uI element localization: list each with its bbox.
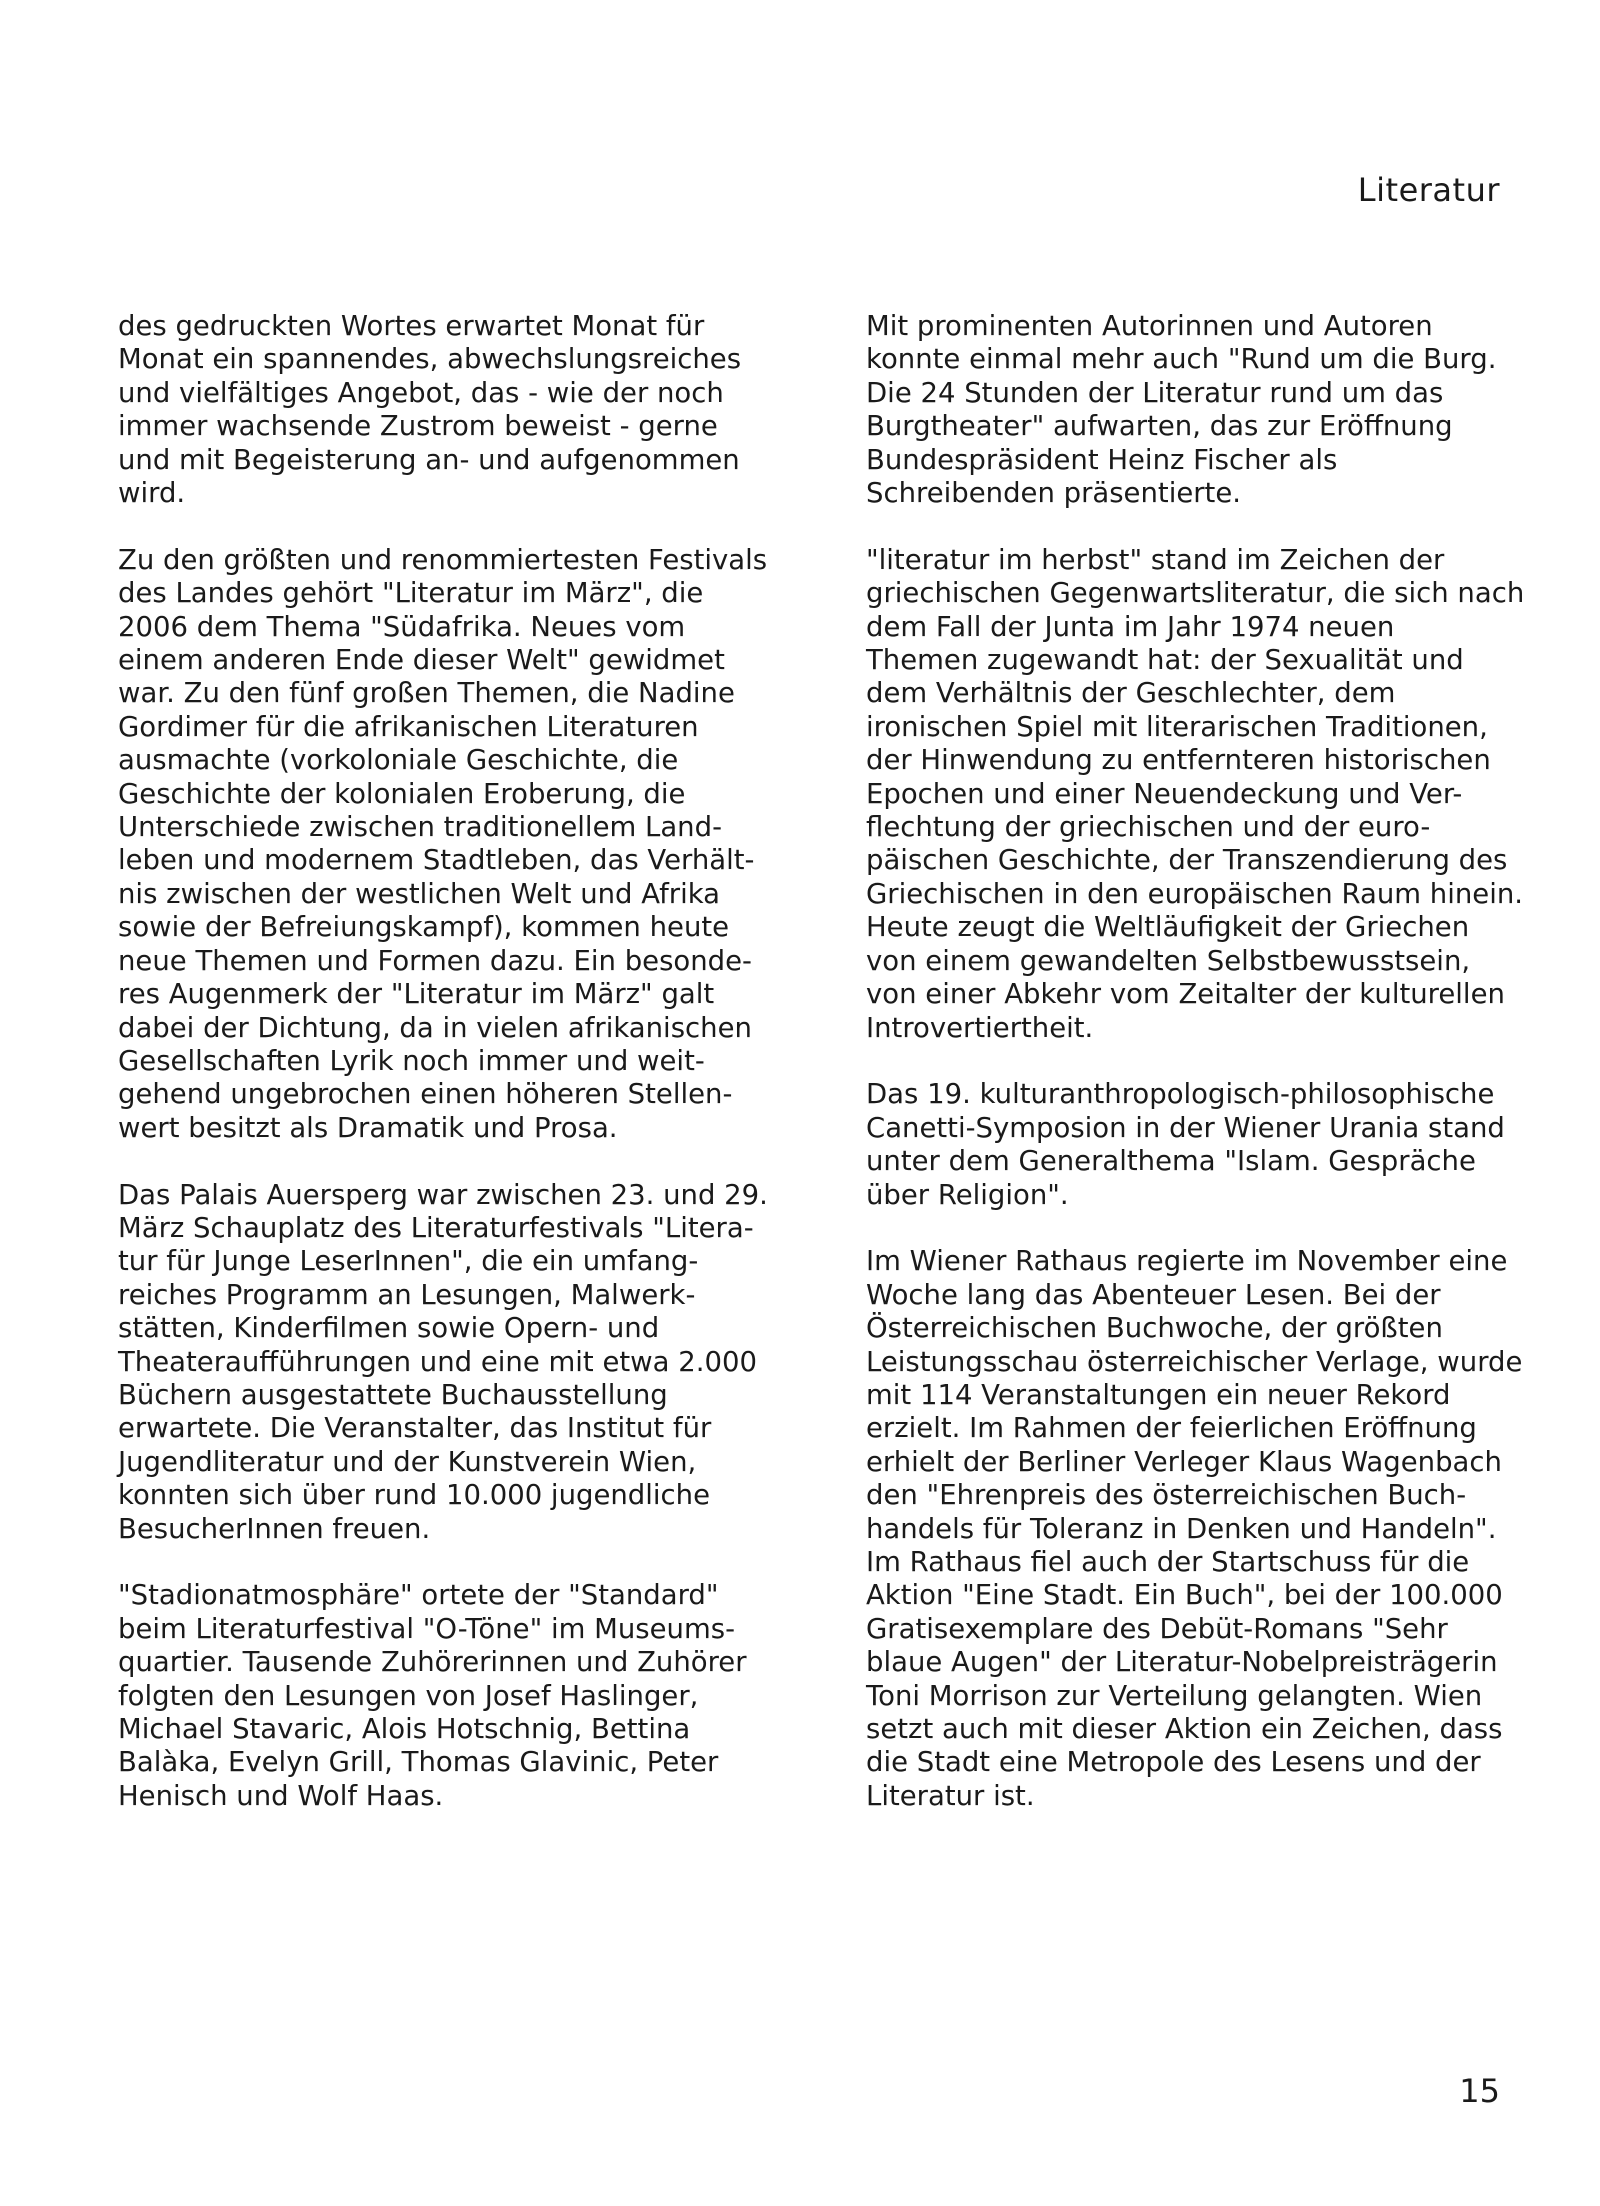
text-line: nis zwischen der westlichen Welt und Afrika — [118, 877, 721, 910]
text-line: konnte einmal mehr auch "Rund um die Burg. — [866, 343, 1497, 376]
text-line: Michael Stavaric, Alois Hotschnig, Bettina — [118, 1713, 691, 1746]
text-line: gehend ungebrochen einen höheren Stellen- — [118, 1078, 733, 1111]
text-line: flechtung der griechischen und der euro- — [866, 811, 1431, 844]
paragraph-spacer — [118, 510, 798, 543]
text-line: päischen Geschichte, der Transzendierung des — [866, 844, 1508, 877]
text-line: beim Literaturfestival "O-Töne" im Museums- — [118, 1612, 736, 1645]
page-number: 15 — [1459, 2072, 1500, 2110]
text-line: Mit prominenten Autorinnen und Autoren — [866, 310, 1433, 342]
text-line: konnten sich über rund 10.000 jugendliche — [118, 1479, 711, 1512]
text-line: Jugendliteratur und der Kunstverein Wien, — [118, 1445, 697, 1478]
text-line: setzt auch mit dieser Aktion ein Zeichen, dass — [866, 1713, 1503, 1746]
text-line: Heute zeugt die Weltläufigkeit der Griechen — [866, 911, 1470, 944]
text-line: Geschichte der kolonialen Eroberung, die — [118, 777, 686, 810]
text-line: dem Fall der Junta im Jahr 1974 neuen — [866, 610, 1395, 643]
text-line: von einem gewandelten Selbstbewusstsein, — [866, 944, 1471, 977]
text-line: Büchern ausgestattete Buchausstellung — [118, 1378, 668, 1411]
text-line: Woche lang das Abenteuer Lesen. Bei der — [866, 1278, 1441, 1311]
paragraph — [118, 1179, 798, 1546]
paragraph-spacer — [866, 510, 1546, 543]
text-line: des gedruckten Wortes erwartet Monat für — [118, 310, 705, 342]
text-line: griechischen Gegenwartsliteratur, die sich nach — [866, 577, 1525, 610]
text-line: den "Ehrenpreis des österreichischen Buch- — [866, 1479, 1467, 1512]
text-line: dabei der Dichtung, da in vielen afrikanischen — [118, 1011, 752, 1044]
paragraph — [118, 544, 798, 1145]
text-line: März Schauplatz des Literaturfestivals "Litera- — [118, 1211, 754, 1244]
text-line: Im Wiener Rathaus regierte im November eine — [866, 1245, 1508, 1278]
text-line: "literatur im herbst" stand im Zeichen der — [866, 543, 1445, 576]
text-line: wert besitzt als Dramatik und Prosa. — [118, 1111, 618, 1144]
paragraph — [118, 1579, 798, 1813]
text-line: und mit Begeisterung an- und aufgenommen — [118, 443, 740, 476]
text-line: Monat ein spannendes, abwechslungsreiches — [118, 343, 742, 376]
text-column-left — [118, 310, 798, 1813]
text-line: erhielt der Berliner Verleger Klaus Wagenbach — [866, 1445, 1502, 1478]
text-line: folgten den Lesungen von Josef Haslinger, — [118, 1679, 699, 1712]
text-line: Toni Morrison zur Verteilung gelangten. Wien — [866, 1679, 1483, 1712]
text-line: Im Rathaus fiel auch der Startschuss für die — [866, 1545, 1470, 1578]
text-line: Das Palais Auersperg war zwischen 23. und 29. — [118, 1178, 768, 1211]
text-line: Die 24 Stunden der Literatur rund um das — [866, 376, 1444, 409]
text-line: Henisch und Wolf Haas. — [118, 1779, 444, 1812]
text-line: einem anderen Ende dieser Welt" gewidmet — [118, 644, 725, 677]
text-line: von einer Abkehr vom Zeitalter der kulturellen — [866, 978, 1505, 1011]
text-line: über Religion". — [866, 1178, 1069, 1211]
paragraph — [866, 1078, 1546, 1212]
text-column-right — [866, 310, 1546, 1813]
text-line: Österreichischen Buchwoche, der größten — [866, 1312, 1443, 1345]
text-line: Canetti-Symposion in der Wiener Urania stand — [866, 1111, 1505, 1144]
text-line: ausmachte (vorkoloniale Geschichte, die — [118, 744, 679, 777]
text-line: und vielfältiges Angebot, das - wie der noch — [118, 376, 724, 409]
text-line: tur für Junge LeserInnen", die ein umfang- — [118, 1245, 699, 1278]
text-line: quartier. Tausende Zuhörerinnen und Zuhörer — [118, 1646, 747, 1679]
text-line: Epochen und einer Neuendeckung und Ver- — [866, 777, 1463, 810]
text-line: Bundespräsident Heinz Fischer als — [866, 443, 1338, 476]
paragraph — [866, 544, 1546, 1045]
text-line: Literatur ist. — [866, 1779, 1035, 1812]
text-line: dem Verhältnis der Geschlechter, dem — [866, 677, 1396, 710]
text-line: handels für Toleranz in Denken und Handeln". — [866, 1512, 1497, 1545]
text-line: reiches Programm an Lesungen, Malwerk- — [118, 1278, 696, 1311]
text-line: des Landes gehört "Literatur im März", die — [118, 577, 704, 610]
text-line: mit 114 Veranstaltungen ein neuer Rekord — [866, 1378, 1451, 1411]
text-line: unter dem Generalthema "Islam. Gespräche — [866, 1145, 1476, 1178]
text-line: Themen zugewandt hat: der Sexualität und — [866, 644, 1464, 677]
text-line: immer wachsende Zustrom beweist - gerne — [118, 410, 718, 443]
text-line: sowie der Befreiungskampf), kommen heute — [118, 911, 730, 944]
text-line: res Augenmerk der "Literatur im März" galt — [118, 978, 715, 1011]
text-line: BesucherInnen freuen. — [118, 1512, 431, 1545]
text-line: Balàka, Evelyn Grill, Thomas Glavinic, Peter — [118, 1746, 719, 1779]
text-line: Griechischen in den europäischen Raum hinein. — [866, 877, 1524, 910]
text-line: ironischen Spiel mit literarischen Traditionen, — [866, 710, 1488, 743]
paragraph-spacer — [866, 1212, 1546, 1245]
section-title: Literatur — [1357, 171, 1500, 209]
text-line: stätten, Kinderfilmen sowie Opern- und — [118, 1312, 660, 1345]
text-line: Leistungsschau österreichischer Verlage, wurde — [866, 1345, 1523, 1378]
text-line: Gordimer für die afrikanischen Literaturen — [118, 710, 699, 743]
paragraph-spacer — [118, 1546, 798, 1579]
text-line: Gratisexemplare des Debüt-Romans "Sehr — [866, 1612, 1448, 1645]
text-line: Das 19. kulturanthropologisch-philosophische — [866, 1078, 1495, 1111]
text-line: war. Zu den fünf großen Themen, die Nadine — [118, 677, 735, 710]
paragraph-spacer — [866, 1045, 1546, 1078]
paragraph — [118, 310, 798, 510]
text-line: erzielt. Im Rahmen der feierlichen Eröffnung — [866, 1412, 1477, 1445]
text-line: der Hinwendung zu entfernteren historischen — [866, 744, 1491, 777]
text-line: Theateraufführungen und eine mit etwa 2.000 — [118, 1345, 757, 1378]
text-line: Introvertiertheit. — [866, 1011, 1094, 1044]
text-line: Aktion "Eine Stadt. Ein Buch", bei der 100.000 — [866, 1579, 1503, 1612]
text-line: die Stadt eine Metropole des Lesens und der — [866, 1746, 1481, 1779]
text-line: leben und modernem Stadtleben, das Verhält- — [118, 844, 755, 877]
text-line: erwartete. Die Veranstalter, das Institut für — [118, 1412, 712, 1445]
text-line: Schreibenden präsentierte. — [866, 477, 1241, 510]
text-line: "Stadionatmosphäre" ortete der "Standard" — [118, 1579, 719, 1612]
text-line: Zu den größten und renommiertesten Festivals — [118, 543, 768, 576]
text-line: neue Themen und Formen dazu. Ein besonde- — [118, 944, 752, 977]
paragraph — [866, 310, 1546, 510]
paragraph-spacer — [118, 1145, 798, 1178]
text-line: Gesellschaften Lyrik noch immer und weit- — [118, 1044, 705, 1077]
text-line: Burgtheater" aufwarten, das zur Eröffnung — [866, 410, 1453, 443]
paragraph — [866, 1245, 1546, 1813]
text-line: blaue Augen" der Literatur-Nobelpreisträgerin — [866, 1646, 1498, 1679]
text-line: wird. — [118, 477, 186, 510]
text-line: 2006 dem Thema "Südafrika. Neues vom — [118, 610, 686, 643]
text-line: Unterschiede zwischen traditionellem Land- — [118, 811, 722, 844]
